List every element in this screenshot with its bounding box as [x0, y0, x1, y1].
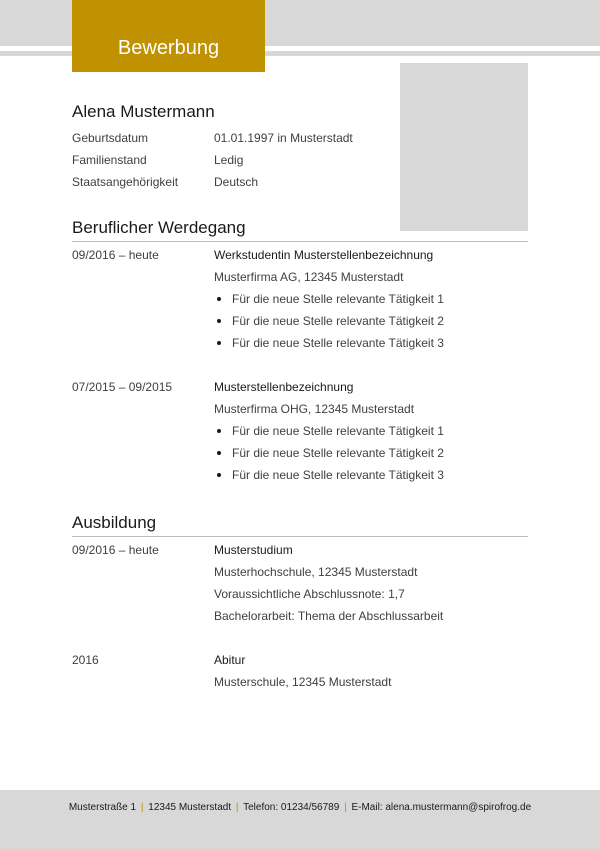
footer-contact: [0, 800, 600, 816]
career-heading: Beruflicher Werdegang: [72, 218, 246, 237]
section-divider: [72, 241, 528, 242]
career-company-row: [72, 398, 528, 420]
personal-row: [72, 171, 528, 193]
personal-label: Familienstand: [72, 153, 147, 167]
bullet-dot-icon: [217, 451, 221, 455]
career-task-text: Für die neue Stelle relevante Tätigkeit 3: [232, 468, 444, 482]
education-period: 09/2016 – heute: [72, 543, 159, 557]
career-company: Musterfirma AG, 12345 Musterstadt: [214, 270, 404, 284]
career-task: [214, 442, 444, 464]
career-period: 07/2015 – 09/2015: [72, 380, 173, 394]
footer-street: Musterstraße 1: [68, 802, 137, 813]
career-task-text: Für die neue Stelle relevante Tätigkeit 1: [232, 424, 444, 438]
list-item: [72, 332, 528, 354]
personal-row: [72, 127, 528, 149]
bullet-dot-icon: [217, 429, 221, 433]
education-period: 2016: [72, 653, 99, 667]
career-company: Musterfirma OHG, 12345 Musterstadt: [214, 402, 415, 416]
education-heading: Ausbildung: [72, 513, 157, 532]
education-line-row: [72, 671, 528, 693]
education-line: Bachelorarbeit: Thema der Abschlussarbeit: [214, 609, 444, 623]
footer-phone: Telefon: 01234/56789: [243, 802, 340, 813]
career-task: [214, 464, 444, 486]
career-task: [214, 288, 444, 310]
list-item: [72, 442, 528, 464]
personal-value: Ledig: [214, 153, 244, 167]
bullet-dot-icon: [217, 473, 221, 477]
education-line: Voraussichtliche Abschlussnote: 1,7: [214, 587, 405, 601]
personal-label: Geburtsdatum: [72, 131, 149, 145]
personal-label: Staatsangehörigkeit: [72, 175, 179, 189]
career-entry-header: [72, 244, 528, 266]
career-entry-header: [72, 376, 528, 398]
document-title: Bewerbung: [117, 37, 220, 59]
career-job-title: Musterstellenbezeichnung: [214, 380, 354, 394]
section-divider: [72, 536, 528, 537]
list-item: [72, 310, 528, 332]
career-job-title: Werkstudentin Musterstellenbezeichnung: [214, 248, 434, 262]
bullet-dot-icon: [217, 319, 221, 323]
education-title: Abitur: [214, 653, 246, 667]
education-entry-header: [72, 539, 528, 561]
career-task-text: Für die neue Stelle relevante Tätigkeit 2: [232, 446, 444, 460]
footer-city: 12345 Musterstadt: [148, 802, 232, 813]
education-line: Musterhochschule, 12345 Musterstadt: [214, 565, 418, 579]
education-line-row: [72, 561, 528, 583]
career-task: [214, 310, 444, 332]
footer-email[interactable]: E-Mail: alena.mustermann@spirofrog.de: [351, 802, 532, 813]
career-company-row: [72, 266, 528, 288]
footer-separator: |: [235, 802, 239, 813]
career-period: 09/2016 – heute: [72, 248, 159, 262]
footer: [0, 790, 600, 849]
career-task: [214, 420, 444, 442]
career-task-text: Für die neue Stelle relevante Tätigkeit 1: [232, 292, 444, 306]
footer-separator: |: [140, 802, 144, 813]
bullet-dot-icon: [217, 341, 221, 345]
list-item: [72, 420, 528, 442]
education-entry-header: [72, 649, 528, 671]
career-task: [214, 332, 444, 354]
career-task-text: Für die neue Stelle relevante Tätigkeit 2: [232, 314, 444, 328]
title-box: [72, 0, 265, 72]
list-item: [72, 288, 528, 310]
education-line-row: [72, 605, 528, 627]
applicant-name: Alena Mustermann: [72, 102, 215, 121]
footer-separator: |: [344, 802, 347, 813]
education-line-row: [72, 583, 528, 605]
education-line: Musterschule, 12345 Musterstadt: [214, 675, 392, 689]
personal-row: [72, 149, 528, 171]
education-title: Musterstudium: [214, 543, 293, 557]
personal-value: Deutsch: [214, 175, 259, 189]
list-item: [72, 464, 528, 486]
career-task-text: Für die neue Stelle relevante Tätigkeit 3: [232, 336, 444, 350]
bullet-dot-icon: [217, 297, 221, 301]
personal-value: 01.01.1997 in Musterstadt: [214, 131, 353, 145]
